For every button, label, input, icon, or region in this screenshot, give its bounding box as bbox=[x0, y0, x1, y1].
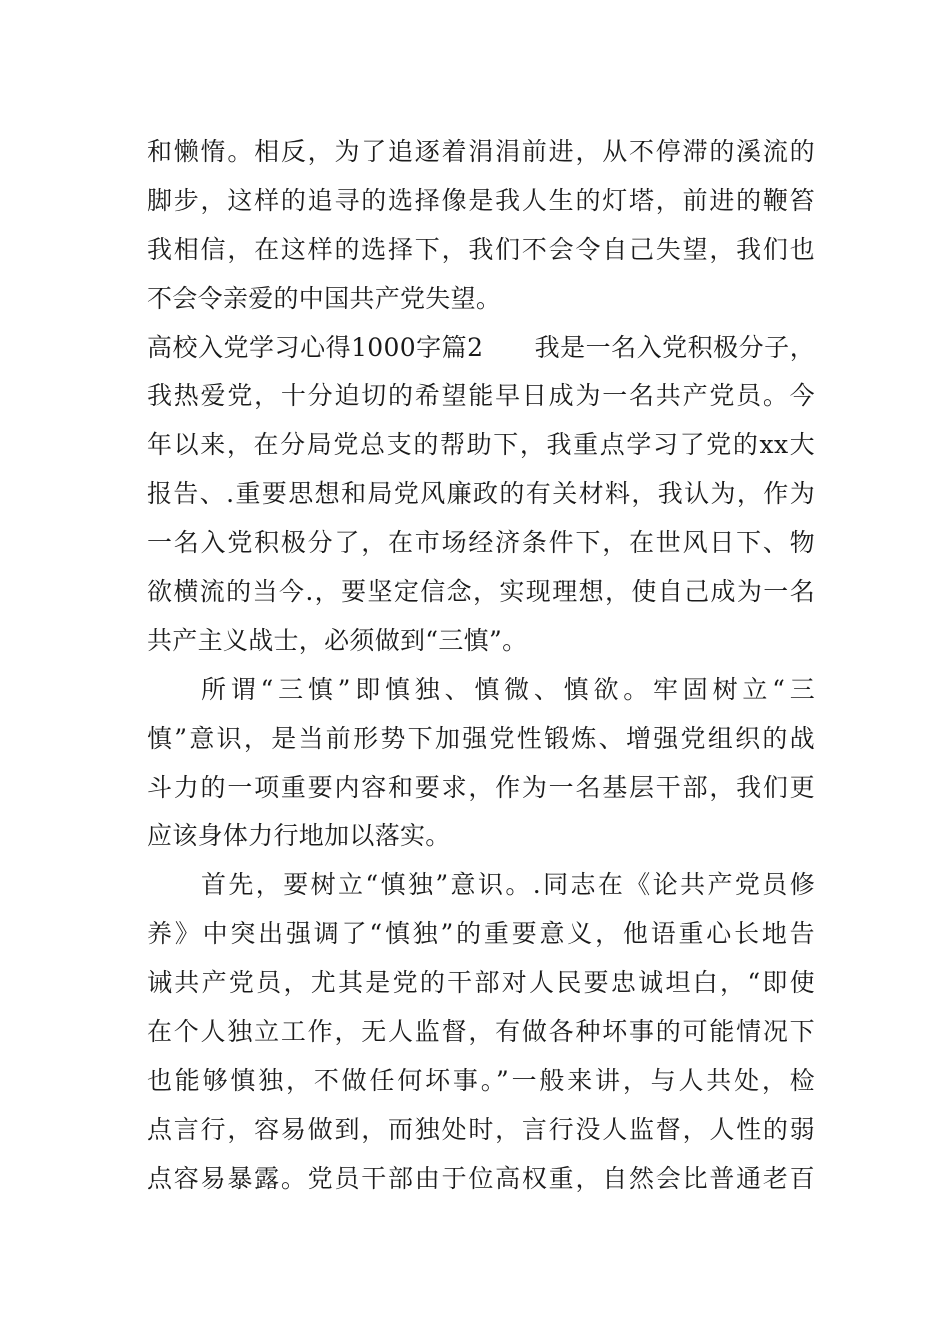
text-line: 诫共产党员，尤其是党的干部对人民要忠诚坦白，“即使 bbox=[147, 968, 815, 998]
text-line: 我相信，在这样的选择下，我们不会令自己失望，我们也 bbox=[147, 234, 815, 264]
body-text bbox=[147, 128, 815, 1204]
text-line: 点容易暴露。党员干部由于位高权重，自然会比普通老百 bbox=[147, 1163, 815, 1193]
text-line: 慎”意识，是当前形势下加强党性锻炼、增强党组织的战 bbox=[147, 723, 815, 753]
text-line: 我热爱党，十分迫切的希望能早日成为一名共产党员。今 bbox=[147, 381, 815, 411]
section-heading-line: 高校入党学习心得1000字篇2 我是一名入党积极分子， bbox=[147, 332, 815, 362]
text-line: 斗力的一项重要内容和要求，作为一名基层干部，我们更 bbox=[147, 772, 815, 802]
text-line: 脚步，这样的追寻的选择像是我人生的灯塔，前进的鞭笞 bbox=[147, 185, 815, 215]
text-line: 在个人独立工作，无人监督，有做各种坏事的可能情况下 bbox=[147, 1017, 815, 1047]
paragraph-first-line: 所谓“三慎”即慎独、慎微、慎欲。牢固树立“三 bbox=[201, 674, 815, 704]
text-line: 报告、.重要思想和局党风廉政的有关材料，我认为，作为 bbox=[147, 479, 815, 509]
text-line: 也能够慎独，不做任何坏事。”一般来讲，与人共处，检 bbox=[147, 1065, 815, 1095]
text-line: 应该身体力行地加以落实。 bbox=[147, 821, 451, 851]
text-line: 不会令亲爱的中国共产党失望。 bbox=[147, 283, 502, 313]
text-line: 养》中突出强调了“慎独”的重要意义，他语重心长地告 bbox=[147, 919, 815, 949]
text-line: 年以来，在分局党总支的帮助下，我重点学习了党的xx大 bbox=[147, 430, 815, 460]
paragraph-first-line: 首先，要树立“慎独”意识。.同志在《论共产党员修 bbox=[201, 870, 815, 900]
text-line: 点言行，容易做到，而独处时，言行没人监督，人性的弱 bbox=[147, 1114, 815, 1144]
text-line: 一名入党积极分了，在市场经济条件下，在世风日下、物 bbox=[147, 528, 815, 558]
text-line: 和懒惰。相反，为了追逐着涓涓前进，从不停滞的溪流的 bbox=[147, 137, 815, 166]
text-line: 欲横流的当今.，要坚定信念，实现理想，使自己成为一名 bbox=[147, 577, 815, 607]
text-line: 共产主义战士，必须做到“三慎”。 bbox=[147, 625, 528, 655]
